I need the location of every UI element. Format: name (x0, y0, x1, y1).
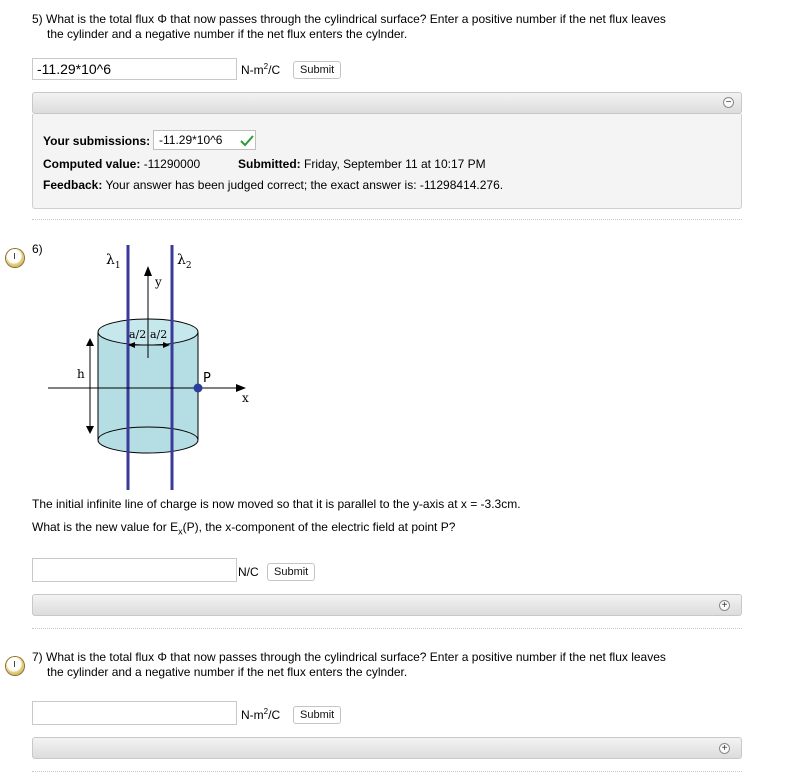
q7-submit-button[interactable]: Submit (293, 706, 341, 724)
x-axis-label: x (242, 391, 249, 405)
feedback-value: Your answer has been judged correct; the exact answer is: -11298414.276. (105, 178, 504, 192)
submission-value: -11.29*10^6 (153, 130, 256, 150)
q7-number: 7) (32, 650, 43, 664)
q7-answer-input[interactable] (32, 701, 237, 725)
cylinder-figure (40, 240, 270, 495)
checkmark-icon (240, 135, 254, 147)
stopwatch-icon (6, 657, 24, 675)
q7-text-line1: What is the total flux Φ that now passes through the cylindrical surface? Enter a positive number if the net flux leaves (46, 650, 666, 664)
a-half-left-label: a/2 (129, 328, 147, 341)
q5-number: 5) (32, 12, 43, 26)
plus-circle-icon[interactable]: + (719, 600, 730, 611)
q6-feedback-bar[interactable] (32, 594, 742, 616)
divider (32, 219, 742, 220)
q7-unit: $N-m^2/C$ (241, 707, 281, 722)
q5-answer-input[interactable] (32, 58, 237, 80)
computed-label: Computed value: (43, 157, 141, 171)
q5-submit-button[interactable]: Submit (293, 61, 341, 79)
computed-value: -11290000 (143, 157, 201, 171)
q5-text-line2: the cylinder and a negative number if the net flux enters the cylnder. (47, 27, 408, 41)
q7-text-line2: the cylinder and a negative number if the net flux enters the cylnder. (47, 665, 408, 679)
q5-question-text (32, 12, 772, 42)
stopwatch-icon (6, 249, 24, 267)
p-label: P (203, 371, 211, 386)
submitted-value: Friday, September 11 at 10:17 PM (304, 157, 486, 171)
minus-circle-icon[interactable]: − (723, 97, 734, 108)
q6-unit: N/C (238, 565, 259, 579)
plus-circle-icon[interactable]: + (719, 743, 730, 754)
lambda1-label: $\lambda_1$ (106, 252, 121, 271)
q5-text-line1: What is the total flux Φ that now passes through the cylindrical surface? Enter a positive number if the net flux leaves (46, 12, 666, 26)
q6-text-line2: What is the new value for $E_x(P)$, the x-component of the electric field at point P? (32, 520, 456, 537)
lambda2-label: $\lambda_2$ (177, 252, 192, 271)
y-axis-label: y (155, 275, 162, 289)
q6-text-line1: The initial infinite line of charge is now moved so that it is parallel to the y-axis at x = -3.3cm. (32, 497, 521, 511)
q6-submit-button[interactable]: Submit (267, 563, 315, 581)
feedback-label: Feedback: (43, 178, 103, 192)
q5-unit: $N-m^2/C$ (241, 62, 281, 77)
q6-answer-input[interactable] (32, 558, 237, 582)
divider (32, 628, 742, 629)
q5-feedback-panel (32, 114, 742, 209)
q5-feedback-bar[interactable] (32, 92, 742, 114)
submissions-label: Your submissions: (43, 134, 151, 148)
q6-number: 6) (32, 242, 43, 256)
submitted-label: Submitted: (238, 157, 301, 171)
a-half-right-label: a/2 (150, 328, 168, 341)
q7-question-text (32, 650, 772, 680)
divider (32, 771, 742, 772)
q7-feedback-bar[interactable] (32, 737, 742, 759)
h-label: h (77, 367, 85, 381)
